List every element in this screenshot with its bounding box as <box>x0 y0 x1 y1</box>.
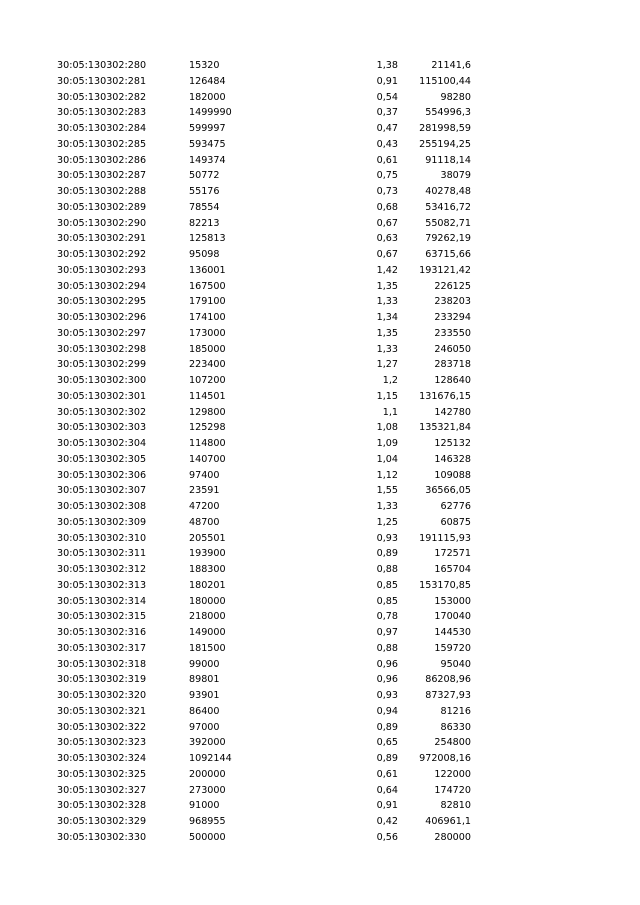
total-value-cell: 972008,16 <box>419 753 471 764</box>
quantity-cell: 179100 <box>189 296 226 308</box>
table-row <box>0 452 640 468</box>
coefficient-cell: 1,04 <box>376 453 398 465</box>
cadastral-number-cell: 30:05:130302:285 <box>57 138 147 150</box>
total-value-cell: 246050 <box>434 343 471 355</box>
table-row <box>0 814 640 830</box>
cadastral-number-cell: 30:05:130302:314 <box>57 595 147 607</box>
cadastral-number-cell: 30:05:130302:316 <box>57 627 147 638</box>
cadastral-number-cell: 30:05:130302:294 <box>57 280 147 292</box>
quantity-cell: 968955 <box>189 816 226 827</box>
coefficient-cell: 0,94 <box>376 705 398 717</box>
table-row <box>0 625 640 641</box>
cadastral-number-cell: 30:05:130302:320 <box>57 690 147 701</box>
coefficient-cell: 0,61 <box>376 768 398 780</box>
cadastral-number-cell: 30:05:130302:317 <box>57 642 147 654</box>
total-value-cell: 255194,25 <box>419 138 471 150</box>
total-value-cell: 172571 <box>434 548 471 560</box>
coefficient-cell: 1,42 <box>376 264 398 276</box>
table-row <box>0 74 640 90</box>
table-row <box>0 279 640 295</box>
cadastral-number-cell: 30:05:130302:325 <box>57 768 147 780</box>
coefficient-cell: 0,37 <box>376 107 398 119</box>
total-value-cell: 62776 <box>440 501 471 512</box>
cadastral-number-cell: 30:05:130302:306 <box>57 469 147 481</box>
table-row <box>0 294 640 310</box>
table-row <box>0 735 640 751</box>
total-value-cell: 283718 <box>434 359 471 371</box>
quantity-cell: 140700 <box>189 453 226 465</box>
quantity-cell: 23591 <box>189 485 220 497</box>
total-value-cell: 82810 <box>440 800 471 812</box>
cadastral-number-cell: 30:05:130302:283 <box>57 107 147 119</box>
coefficient-cell: 1,33 <box>376 296 398 308</box>
cadastral-number-cell: 30:05:130302:295 <box>57 296 147 308</box>
table-row <box>0 688 640 704</box>
coefficient-cell: 0,89 <box>376 548 398 560</box>
total-value-cell: 238203 <box>434 296 471 308</box>
table-row <box>0 121 640 137</box>
table-row <box>0 672 640 688</box>
quantity-cell: 91000 <box>189 800 220 812</box>
total-value-cell: 81216 <box>440 705 471 717</box>
table-row <box>0 767 640 783</box>
quantity-cell: 392000 <box>189 737 226 749</box>
cadastral-number-cell: 30:05:130302:292 <box>57 249 147 260</box>
total-value-cell: 254800 <box>434 737 471 749</box>
table-row <box>0 436 640 452</box>
cadastral-number-cell: 30:05:130302:291 <box>57 233 147 245</box>
quantity-cell: 1092144 <box>189 753 232 764</box>
cadastral-number-cell: 30:05:130302:308 <box>57 501 147 512</box>
quantity-cell: 93901 <box>189 690 220 701</box>
cadastral-number-cell: 30:05:130302:287 <box>57 170 147 182</box>
table-row <box>0 641 640 657</box>
table-row <box>0 420 640 436</box>
coefficient-cell: 1,27 <box>376 359 398 371</box>
quantity-cell: 149000 <box>189 627 226 638</box>
total-value-cell: 170040 <box>434 611 471 623</box>
table-row <box>0 720 640 736</box>
total-value-cell: 280000 <box>434 831 471 843</box>
quantity-cell: 180000 <box>189 595 226 607</box>
table-row <box>0 546 640 562</box>
coefficient-cell: 0,93 <box>376 532 398 544</box>
table-row <box>0 499 640 515</box>
coefficient-cell: 1,08 <box>376 422 398 434</box>
table-row <box>0 704 640 720</box>
cadastral-number-cell: 30:05:130302:288 <box>57 186 147 197</box>
quantity-cell: 48700 <box>189 516 220 528</box>
coefficient-cell: 0,85 <box>376 579 398 591</box>
quantity-cell: 500000 <box>189 831 226 843</box>
total-value-cell: 53416,72 <box>425 201 471 213</box>
table-row <box>0 200 640 216</box>
quantity-cell: 97400 <box>189 469 220 481</box>
quantity-cell: 89801 <box>189 674 220 686</box>
table-row <box>0 751 640 767</box>
quantity-cell: 180201 <box>189 579 226 591</box>
cadastral-number-cell: 30:05:130302:305 <box>57 453 147 465</box>
total-value-cell: 153170,85 <box>419 579 471 591</box>
coefficient-cell: 0,89 <box>376 753 398 764</box>
quantity-cell: 185000 <box>189 343 226 355</box>
total-value-cell: 144530 <box>434 627 471 638</box>
coefficient-cell: 0,96 <box>376 674 398 686</box>
table-row <box>0 216 640 232</box>
quantity-cell: 174100 <box>189 312 226 323</box>
table-row <box>0 578 640 594</box>
quantity-cell: 1499990 <box>189 107 232 119</box>
cadastral-number-cell: 30:05:130302:299 <box>57 359 147 371</box>
coefficient-cell: 0,54 <box>376 91 398 103</box>
total-value-cell: 55082,71 <box>425 217 471 229</box>
table-row <box>0 594 640 610</box>
quantity-cell: 200000 <box>189 768 226 780</box>
table-row <box>0 609 640 625</box>
coefficient-cell: 0,91 <box>376 800 398 812</box>
coefficient-cell: 0,93 <box>376 690 398 701</box>
table-row <box>0 310 640 326</box>
total-value-cell: 115100,44 <box>419 75 471 87</box>
cadastral-number-cell: 30:05:130302:282 <box>57 91 147 103</box>
quantity-cell: 15320 <box>189 60 220 71</box>
cadastral-number-cell: 30:05:130302:300 <box>57 375 147 386</box>
quantity-cell: 136001 <box>189 264 226 276</box>
total-value-cell: 554996,3 <box>425 107 471 119</box>
quantity-cell: 205501 <box>189 532 226 544</box>
coefficient-cell: 1,25 <box>376 516 398 528</box>
cadastral-number-cell: 30:05:130302:312 <box>57 564 147 575</box>
table-row <box>0 105 640 121</box>
quantity-cell: 55176 <box>189 186 220 197</box>
cadastral-number-cell: 30:05:130302:302 <box>57 406 147 418</box>
total-value-cell: 226125 <box>434 280 471 292</box>
table-row <box>0 326 640 342</box>
cadastral-number-cell: 30:05:130302:327 <box>57 784 147 796</box>
total-value-cell: 135321,84 <box>419 422 471 434</box>
total-value-cell: 40278,48 <box>425 186 471 197</box>
coefficient-cell: 0,75 <box>376 170 398 182</box>
table-row <box>0 231 640 247</box>
cadastral-number-cell: 30:05:130302:297 <box>57 327 147 339</box>
coefficient-cell: 0,88 <box>376 642 398 654</box>
table-row <box>0 798 640 814</box>
coefficient-cell: 0,42 <box>376 816 398 827</box>
spreadsheet-table <box>0 58 640 846</box>
coefficient-cell: 0,47 <box>376 123 398 134</box>
cadastral-number-cell: 30:05:130302:280 <box>57 60 147 71</box>
cadastral-number-cell: 30:05:130302:293 <box>57 264 147 276</box>
quantity-cell: 114800 <box>189 438 226 449</box>
quantity-cell: 167500 <box>189 280 226 292</box>
quantity-cell: 97000 <box>189 721 220 733</box>
total-value-cell: 233294 <box>434 312 471 323</box>
coefficient-cell: 0,63 <box>376 233 398 245</box>
table-row <box>0 153 640 169</box>
quantity-cell: 47200 <box>189 501 220 512</box>
quantity-cell: 125298 <box>189 422 226 434</box>
quantity-cell: 173000 <box>189 327 226 339</box>
coefficient-cell: 1,35 <box>376 327 398 339</box>
cadastral-number-cell: 30:05:130302:303 <box>57 422 147 434</box>
cadastral-number-cell: 30:05:130302:330 <box>57 831 147 843</box>
table-row <box>0 657 640 673</box>
quantity-cell: 273000 <box>189 784 226 796</box>
total-value-cell: 174720 <box>434 784 471 796</box>
cadastral-number-cell: 30:05:130302:321 <box>57 705 147 717</box>
total-value-cell: 95040 <box>440 658 471 670</box>
table-row <box>0 405 640 421</box>
total-value-cell: 109088 <box>434 469 471 481</box>
total-value-cell: 131676,15 <box>419 390 471 402</box>
quantity-cell: 78554 <box>189 201 220 213</box>
total-value-cell: 142780 <box>434 406 471 418</box>
table-row <box>0 357 640 373</box>
total-value-cell: 36566,05 <box>425 485 471 497</box>
table-row <box>0 247 640 263</box>
total-value-cell: 233550 <box>434 327 471 339</box>
cadastral-number-cell: 30:05:130302:290 <box>57 217 147 229</box>
coefficient-cell: 0,91 <box>376 75 398 87</box>
table-row <box>0 783 640 799</box>
cadastral-number-cell: 30:05:130302:284 <box>57 123 147 134</box>
quantity-cell: 218000 <box>189 611 226 623</box>
quantity-cell: 223400 <box>189 359 226 371</box>
total-value-cell: 281998,59 <box>419 123 471 134</box>
total-value-cell: 86330 <box>440 721 471 733</box>
coefficient-cell: 1,09 <box>376 438 398 449</box>
total-value-cell: 87327,93 <box>425 690 471 701</box>
coefficient-cell: 0,61 <box>376 154 398 166</box>
coefficient-cell: 0,56 <box>376 831 398 843</box>
total-value-cell: 406961,1 <box>425 816 471 827</box>
quantity-cell: 599997 <box>189 123 226 134</box>
cadastral-number-cell: 30:05:130302:329 <box>57 816 147 827</box>
total-value-cell: 86208,96 <box>425 674 471 686</box>
total-value-cell: 122000 <box>434 768 471 780</box>
table-row <box>0 830 640 846</box>
cadastral-number-cell: 30:05:130302:304 <box>57 438 147 449</box>
coefficient-cell: 0,73 <box>376 186 398 197</box>
total-value-cell: 159720 <box>434 642 471 654</box>
table-row <box>0 468 640 484</box>
table-row <box>0 531 640 547</box>
cadastral-number-cell: 30:05:130302:328 <box>57 800 147 812</box>
total-value-cell: 21141,6 <box>431 60 471 71</box>
cadastral-number-cell: 30:05:130302:286 <box>57 154 147 166</box>
coefficient-cell: 1,33 <box>376 501 398 512</box>
coefficient-cell: 0,78 <box>376 611 398 623</box>
quantity-cell: 126484 <box>189 75 226 87</box>
table-row <box>0 483 640 499</box>
coefficient-cell: 0,67 <box>376 217 398 229</box>
total-value-cell: 128640 <box>434 375 471 386</box>
coefficient-cell: 0,85 <box>376 595 398 607</box>
cadastral-number-cell: 30:05:130302:281 <box>57 75 147 87</box>
quantity-cell: 182000 <box>189 91 226 103</box>
cadastral-number-cell: 30:05:130302:323 <box>57 737 147 749</box>
table-row <box>0 562 640 578</box>
cadastral-number-cell: 30:05:130302:313 <box>57 579 147 591</box>
total-value-cell: 125132 <box>434 438 471 449</box>
quantity-cell: 188300 <box>189 564 226 575</box>
coefficient-cell: 0,65 <box>376 737 398 749</box>
coefficient-cell: 0,96 <box>376 658 398 670</box>
coefficient-cell: 1,12 <box>376 469 398 481</box>
table-row <box>0 184 640 200</box>
cadastral-number-cell: 30:05:130302:310 <box>57 532 147 544</box>
cadastral-number-cell: 30:05:130302:324 <box>57 753 147 764</box>
total-value-cell: 165704 <box>434 564 471 575</box>
coefficient-cell: 0,67 <box>376 249 398 260</box>
table-row <box>0 389 640 405</box>
total-value-cell: 38079 <box>440 170 471 182</box>
table-row <box>0 137 640 153</box>
total-value-cell: 193121,42 <box>419 264 471 276</box>
total-value-cell: 191115,93 <box>419 532 471 544</box>
quantity-cell: 50772 <box>189 170 220 182</box>
quantity-cell: 193900 <box>189 548 226 560</box>
table-row <box>0 515 640 531</box>
total-value-cell: 153000 <box>434 595 471 607</box>
cadastral-number-cell: 30:05:130302:301 <box>57 390 147 402</box>
quantity-cell: 181500 <box>189 642 226 654</box>
quantity-cell: 149374 <box>189 154 226 166</box>
quantity-cell: 125813 <box>189 233 226 245</box>
quantity-cell: 129800 <box>189 406 226 418</box>
total-value-cell: 60875 <box>440 516 471 528</box>
quantity-cell: 107200 <box>189 375 226 386</box>
table-row <box>0 168 640 184</box>
coefficient-cell: 0,89 <box>376 721 398 733</box>
coefficient-cell: 1,38 <box>376 60 398 71</box>
quantity-cell: 114501 <box>189 390 226 402</box>
coefficient-cell: 0,43 <box>376 138 398 150</box>
coefficient-cell: 1,1 <box>382 406 398 418</box>
coefficient-cell: 0,88 <box>376 564 398 575</box>
coefficient-cell: 1,34 <box>376 312 398 323</box>
cadastral-number-cell: 30:05:130302:311 <box>57 548 147 560</box>
cadastral-number-cell: 30:05:130302:296 <box>57 312 147 323</box>
table-row <box>0 58 640 74</box>
cadastral-number-cell: 30:05:130302:289 <box>57 201 147 213</box>
coefficient-cell: 1,55 <box>376 485 398 497</box>
cadastral-number-cell: 30:05:130302:298 <box>57 343 147 355</box>
quantity-cell: 99000 <box>189 658 220 670</box>
table-row <box>0 90 640 106</box>
table-row <box>0 342 640 358</box>
total-value-cell: 98280 <box>440 91 471 103</box>
cadastral-number-cell: 30:05:130302:318 <box>57 658 147 670</box>
quantity-cell: 82213 <box>189 217 220 229</box>
cadastral-number-cell: 30:05:130302:307 <box>57 485 147 497</box>
coefficient-cell: 0,97 <box>376 627 398 638</box>
table-row <box>0 263 640 279</box>
coefficient-cell: 0,64 <box>376 784 398 796</box>
coefficient-cell: 1,35 <box>376 280 398 292</box>
coefficient-cell: 0,68 <box>376 201 398 213</box>
coefficient-cell: 1,2 <box>382 375 398 386</box>
cadastral-number-cell: 30:05:130302:315 <box>57 611 147 623</box>
coefficient-cell: 1,33 <box>376 343 398 355</box>
cadastral-number-cell: 30:05:130302:319 <box>57 674 147 686</box>
quantity-cell: 86400 <box>189 705 220 717</box>
total-value-cell: 79262,19 <box>425 233 471 245</box>
cadastral-number-cell: 30:05:130302:309 <box>57 516 147 528</box>
total-value-cell: 91118,14 <box>425 154 471 166</box>
table-row <box>0 373 640 389</box>
total-value-cell: 63715,66 <box>425 249 471 260</box>
quantity-cell: 95098 <box>189 249 220 260</box>
quantity-cell: 593475 <box>189 138 226 150</box>
total-value-cell: 146328 <box>434 453 471 465</box>
coefficient-cell: 1,15 <box>376 390 398 402</box>
cadastral-number-cell: 30:05:130302:322 <box>57 721 147 733</box>
